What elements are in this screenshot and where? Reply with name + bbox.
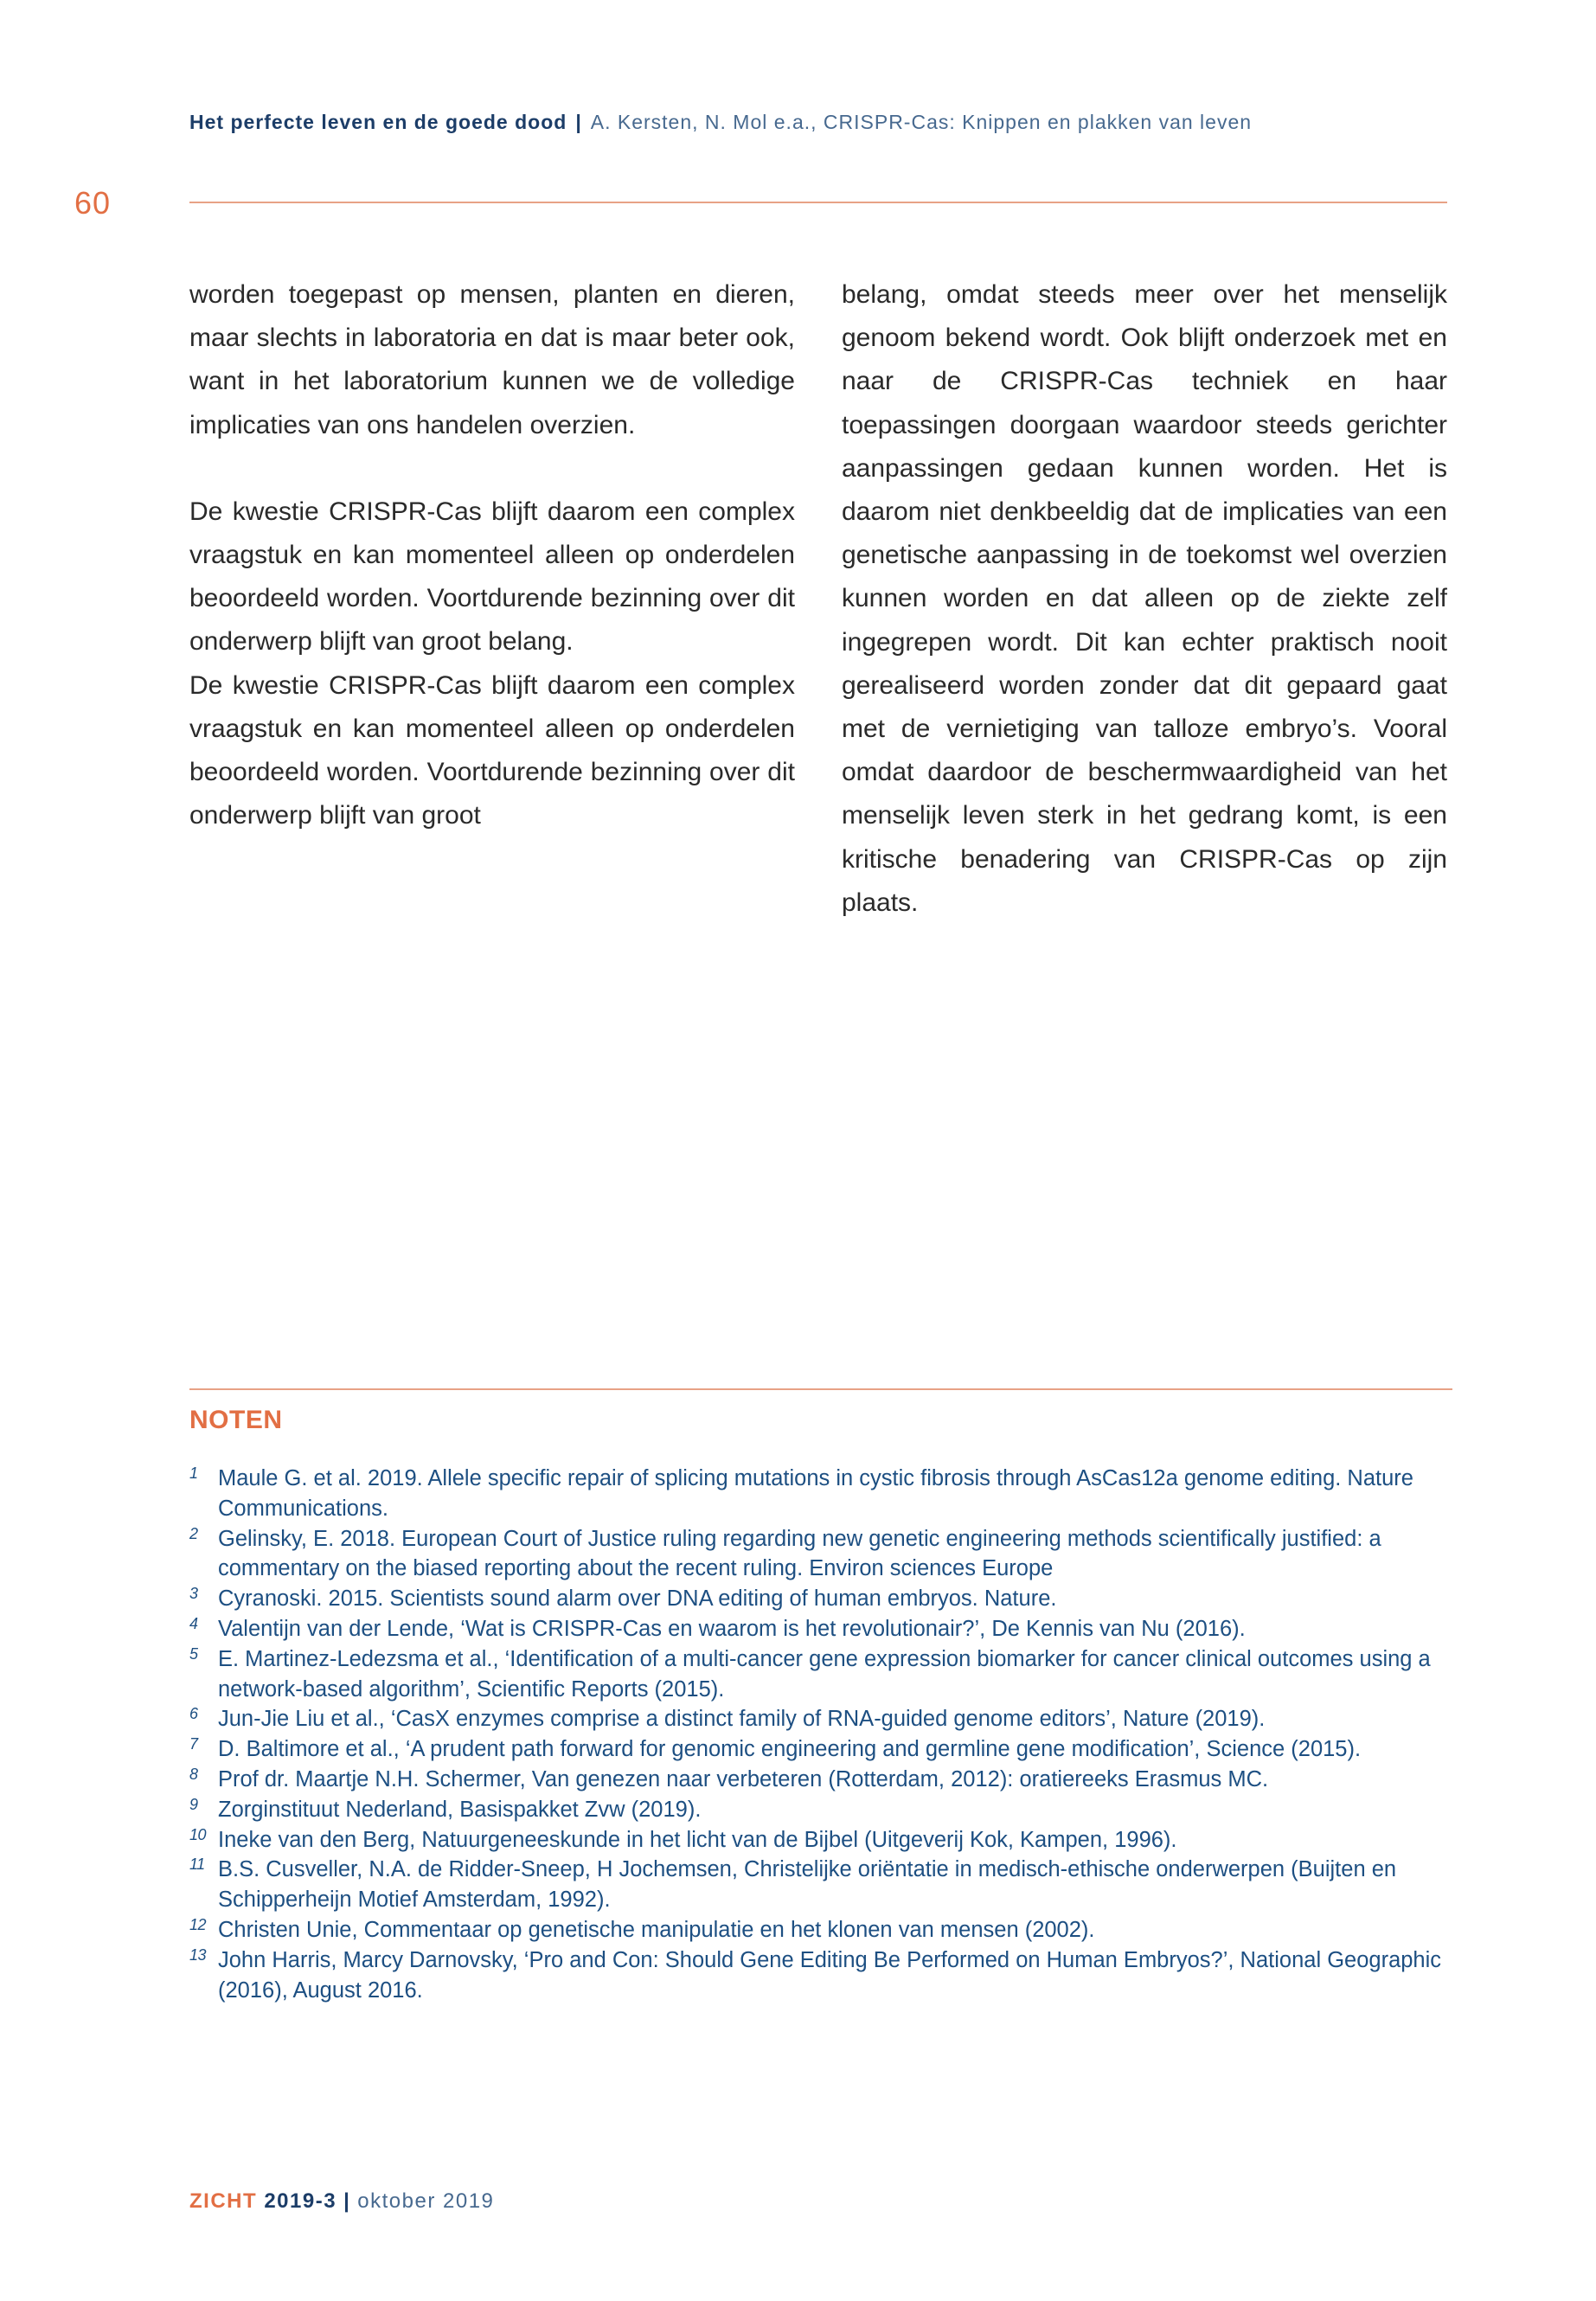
body-column-right [842, 273, 1447, 925]
note-number: 3 [189, 1585, 198, 1603]
note-item [189, 1855, 1452, 1915]
body-column-left [189, 273, 795, 837]
note-text: John Harris, Marcy Darnovsky, ‘Pro and Con: Should Gene Editing Be Performed on Human Embryos?’, National Geographic (2016), August 2016. [218, 1947, 1442, 2003]
note-number: 13 [189, 1945, 207, 1964]
note-text: Zorginstituut Nederland, Basispakket Zvw (2019). [218, 1797, 702, 1822]
header-divider [189, 202, 1447, 203]
running-header [189, 111, 1452, 134]
note-item [189, 1945, 1452, 2006]
note-text: E. Martinez-Ledezsma et al., ‘Identification of a multi-cancer gene expression biomarker for cancer clinical outcomes using a network-based algorithm’, Scientific Reports (2015). [218, 1646, 1431, 1702]
note-number: 8 [189, 1765, 198, 1783]
note-text: Jun-Jie Liu et al., ‘CasX enzymes comprise a distinct family of RNA-guided genome editors’, Nature (2019). [218, 1707, 1266, 1732]
footer-brand: ZICHT [189, 2189, 258, 2213]
note-item [189, 1644, 1452, 1705]
notes-title: NOTEN [189, 1406, 283, 1434]
note-item [189, 1734, 1452, 1765]
note-item [189, 1704, 1452, 1734]
note-item [189, 1795, 1452, 1825]
note-number: 10 [189, 1825, 207, 1843]
note-number: 2 [189, 1524, 198, 1542]
note-number: 4 [189, 1614, 198, 1632]
note-text: B.S. Cusveller, N.A. de Ridder-Sneep, H Jochemsen, Christelijke oriëntatie in medisch-ethische onderwerpen (Buijten en Schipperheijn Motief Amsterdam, 1992). [218, 1857, 1397, 1913]
note-item [189, 1524, 1452, 1585]
header-authors: A. Kersten, N. Mol e.a., CRISPR-Cas: Knippen en plakken van leven [590, 111, 1253, 133]
note-number: 12 [189, 1915, 207, 1933]
note-item [189, 1584, 1452, 1614]
note-text: Cyranoski. 2015. Scientists sound alarm over DNA editing of human embryos. Nature. [218, 1586, 1057, 1612]
body-paragraph: De kwestie CRISPR-Cas blijft daarom een complex vraagstuk en kan momenteel alleen op onderdelen beoordeeld worden. Voortdurende bezinning over dit onderwerp blijft van groot belang. [189, 497, 795, 657]
note-text: D. Baltimore et al., ‘A prudent path forward for genomic engineering and germline gene modification’, Science (2015). [218, 1737, 1362, 1762]
note-number: 11 [189, 1856, 205, 1874]
note-text: Christen Unie, Commentaar op genetische manipulatie en het klonen van mensen (2002). [218, 1917, 1095, 1942]
header-separator: | [575, 111, 582, 133]
note-number: 5 [189, 1644, 198, 1663]
note-text: Valentijn van der Lende, ‘Wat is CRISPR-Cas en waarom is het revolutionair?’, De Kennis van Nu (2016). [218, 1616, 1246, 1641]
note-item [189, 1825, 1452, 1856]
footer-separator: | [343, 2189, 351, 2213]
note-item [189, 1464, 1452, 1524]
note-number: 1 [189, 1465, 198, 1482]
body-paragraph: worden toegepast op mensen, planten en dieren, maar slechts in laboratoria en dat is maar beter ook, want in het laboratorium kunnen we de volledige implicaties van ons handelen overzien. [189, 280, 795, 439]
notes-list [189, 1464, 1452, 2005]
note-text: Maule G. et al. 2019. Allele specific repair of splicing mutations in cystic fibrosis through AsCas12a genome editing. Nature Communications. [218, 1466, 1413, 1521]
footer-date: oktober 2019 [357, 2189, 495, 2213]
body-paragraph: belang, omdat steeds meer over het menselijk genoom bekend wordt. Ook blijft onderzoek met en naar de CRISPR-Cas techniek en haar toepassingen doorgaan waardoor steeds gerichter aanpassingen gedaan kunnen worden. Het is daarom niet denkbeeldig dat de implicaties van een genetische aanpassing in de toekomst wel overzien kunnen worden en dat alleen op de ziekte zelf ingegrepen wordt. Dit kan echter praktisch nooit gerealiseerd worden zonder dat dit gepaard gaat met de vernietiging van talloze embryo’s. Vooral omdat daardoor de beschermwaardigheid van het menselijk leven sterk in het gedrang komt, is een kritische benadering van CRISPR-Cas op zijn plaats. [842, 280, 1447, 917]
note-item [189, 1765, 1452, 1795]
footer-issue: 2019-3 [264, 2189, 337, 2213]
note-number: 6 [189, 1705, 198, 1723]
note-text: Gelinsky, E. 2018. European Court of Justice ruling regarding new genetic engineering methods scientifically justified: a commentary on the biased reporting about the recent ruling. Environ sciences Europe [218, 1526, 1381, 1581]
body-paragraph: De kwestie CRISPR-Cas blijft daarom een complex vraagstuk en kan momenteel alleen op onderdelen beoordeeld worden. Voortdurende bezinning over dit onderwerp blijft van groot [189, 670, 795, 830]
header-title: Het perfecte leven en de goede dood [189, 111, 567, 133]
note-item [189, 1614, 1452, 1644]
note-text: Prof dr. Maartje N.H. Schermer, Van genezen naar verbeteren (Rotterdam, 2012): oratiereeks Erasmus MC. [218, 1766, 1269, 1791]
notes-divider [189, 1388, 1452, 1390]
note-item [189, 1915, 1452, 1945]
page-footer [189, 2189, 494, 2214]
page-number: 60 [74, 185, 112, 221]
note-text: Ineke van den Berg, Natuurgeneeskunde in het licht van de Bijbel (Uitgeverij Kok, Kampen, 1996). [218, 1827, 1177, 1852]
note-number: 9 [189, 1795, 198, 1813]
note-number: 7 [189, 1735, 198, 1753]
